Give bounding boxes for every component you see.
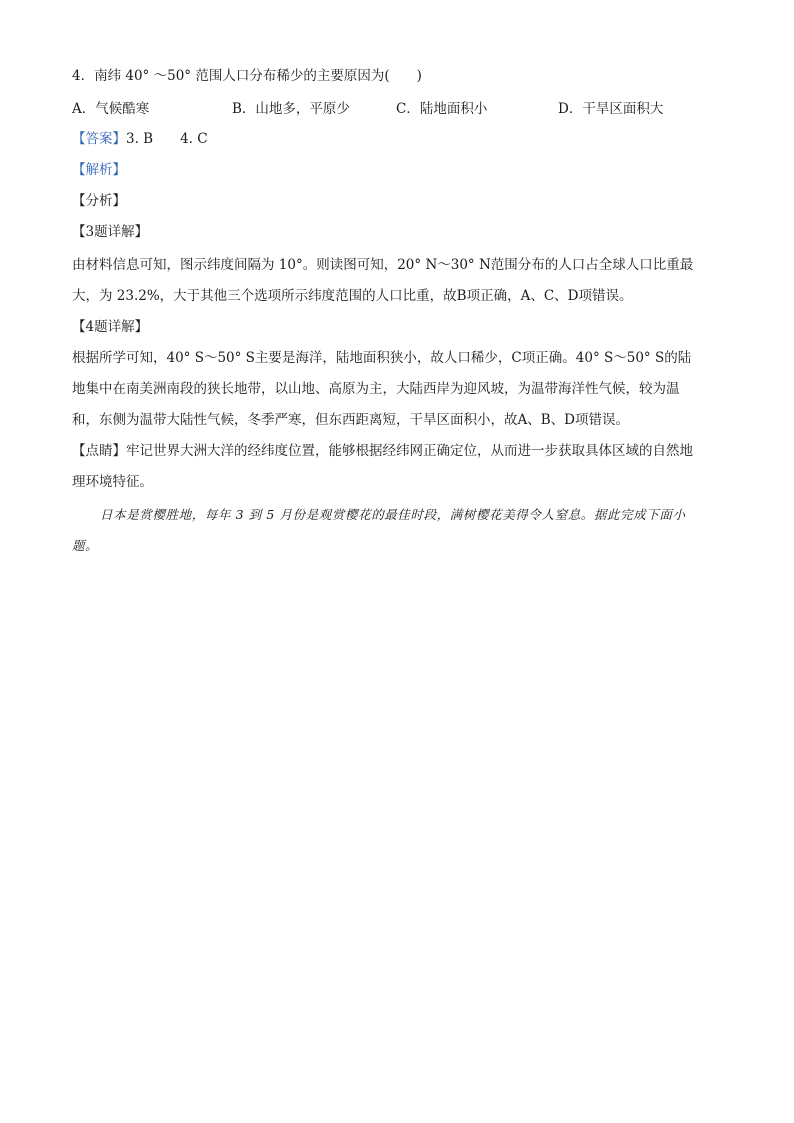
answer-value: 3. B 4. C: [126, 131, 208, 147]
tip-line-1: [72, 442, 722, 460]
q4-detail-line-2: 地集中在南美洲南段的狭长地带，以山地、高原为主，大陆西岸为迎风坡，为温带海洋性气候，较为温: [72, 381, 680, 397]
analysis-label: 【解析】: [72, 162, 126, 178]
question-4-stem: 4．南纬 40° ～50° 范围人口分布稀少的主要原因为( ): [72, 68, 422, 84]
q3-detail-line-2: 大，为 23.2%，大于其他三个选项所示纬度范围的人口比重，故B项正确，A、C、D项错误。: [72, 288, 633, 304]
tip-text-1: 牢记世界大洲大洋的经纬度位置，能够根据经纬网正确定位，从而进一步获取具体区域的自然地: [126, 443, 693, 459]
option-c: C．陆地面积小: [396, 101, 488, 117]
answer-line: [72, 130, 208, 148]
option-a: A．气候酷寒: [72, 101, 150, 117]
q4-detail-line-1: 根据所学可知，40° S～50° S主要是海洋，陆地面积狭小，故人口稀少，C项正确。40° S～50° S的陆: [72, 350, 692, 366]
option-b: B．山地多，平原少: [232, 101, 350, 117]
tip-line-2: 理环境特征。: [72, 474, 153, 490]
material-line-1: 日本是赏樱胜地，每年 3 到 5 月份是观赏樱花的最佳时段，满树樱花美得令人窒息。据此完成下面小: [100, 507, 686, 522]
answer-label: 【答案】: [72, 131, 126, 147]
question-4-options: [72, 100, 722, 118]
q4-detail-label: 【4题详解】: [72, 319, 149, 335]
tip-label: 【点睛】: [72, 443, 126, 459]
q3-detail-line-1: 由材料信息可知，图示纬度间隔为 10°。则读图可知，20° N～30° N范围分布的人口占全球人口比重最: [72, 257, 694, 273]
option-d: D．干旱区面积大: [558, 101, 664, 117]
fenxi-label: 【分析】: [72, 193, 126, 209]
q4-detail-line-3: 和，东侧为温带大陆性气候，冬季严寒，但东西距离短，干旱区面积小，故A、B、D项错误。: [72, 412, 629, 428]
q3-detail-label: 【3题详解】: [72, 224, 149, 240]
material-line-2: 题。: [72, 538, 99, 553]
